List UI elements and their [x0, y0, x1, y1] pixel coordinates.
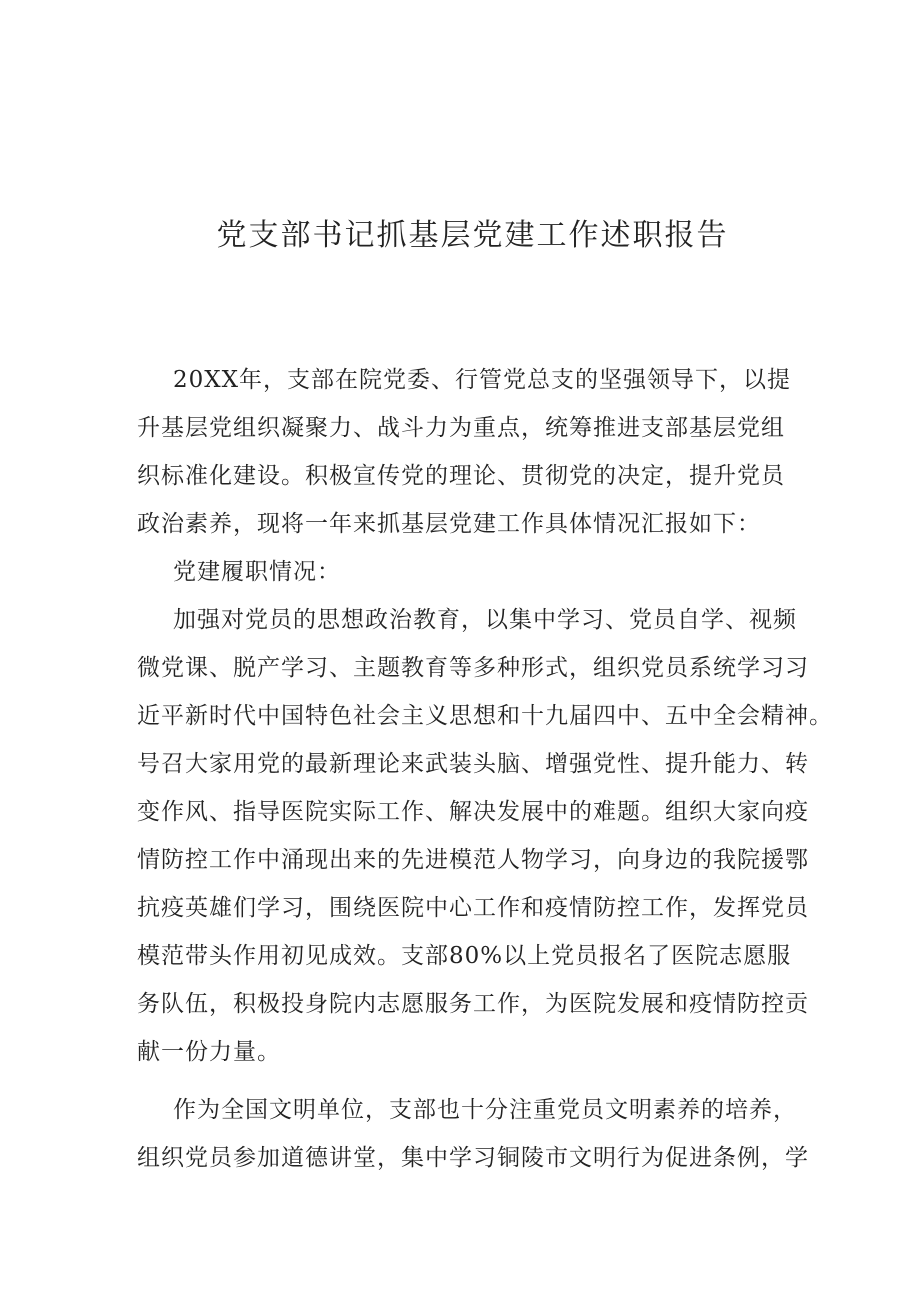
paragraph-intro [137, 356, 792, 548]
text-line: 党建履职情况： [173, 559, 341, 585]
paragraph-gap [137, 1076, 787, 1086]
text-line: 抗疫英雄们学习，围绕医院中心工作和疫情防控工作，发挥党员 [137, 895, 809, 921]
text-line: 微党课、脱产学习、主题教育等多种形式，组织党员系统学习习 [137, 655, 809, 681]
text-line: 变作风、指导医院实际工作、解决发展中的难题。组织大家向疫 [137, 799, 809, 825]
text-line: 政治素养，现将一年来抓基层党建工作具体情况汇报如下： [137, 511, 761, 537]
text-line: 升基层党组织凝聚力、战斗力为重点，统筹推进支部基层党组 [137, 415, 785, 441]
text-line: 情防控工作中涌现出来的先进模范人物学习，向身边的我院援鄂 [137, 847, 809, 873]
text-line: 组织党员参加道德讲堂，集中学习铜陵市文明行为促进条例，学 [137, 1145, 809, 1171]
text-line: 作为全国文明单位，支部也十分注重党员文明素养的培养， [173, 1097, 797, 1123]
paragraph-education [137, 596, 833, 1076]
text-line: 加强对党员的思想政治教育，以集中学习、党员自学、视频 [173, 607, 797, 633]
section-heading [137, 548, 787, 596]
text-line: 织标准化建设。积极宣传党的理论、贯彻党的决定，提升党员 [137, 463, 785, 489]
text-line: 模范带头作用初见成效。支部80%以上党员报名了医院志愿服 [137, 943, 792, 969]
text-line: 务队伍，积极投身院内志愿服务工作，为医院发展和疫情防控贡 [137, 991, 809, 1017]
paragraph-civilization [137, 1086, 809, 1182]
text-line: 献一份力量。 [137, 1039, 281, 1065]
text-line: 号召大家用党的最新理论来武装头脑、增强党性、提升能力、转 [137, 751, 809, 777]
document-body [137, 356, 833, 1182]
text-line: 20XX年，支部在院党委、行管党总支的坚强领导下，以提 [173, 367, 792, 393]
document-title: 党支部书记抓基层党建工作述职报告 [216, 218, 729, 253]
text-line: 近平新时代中国特色社会主义思想和十九届四中、五中全会精神。 [137, 703, 833, 729]
